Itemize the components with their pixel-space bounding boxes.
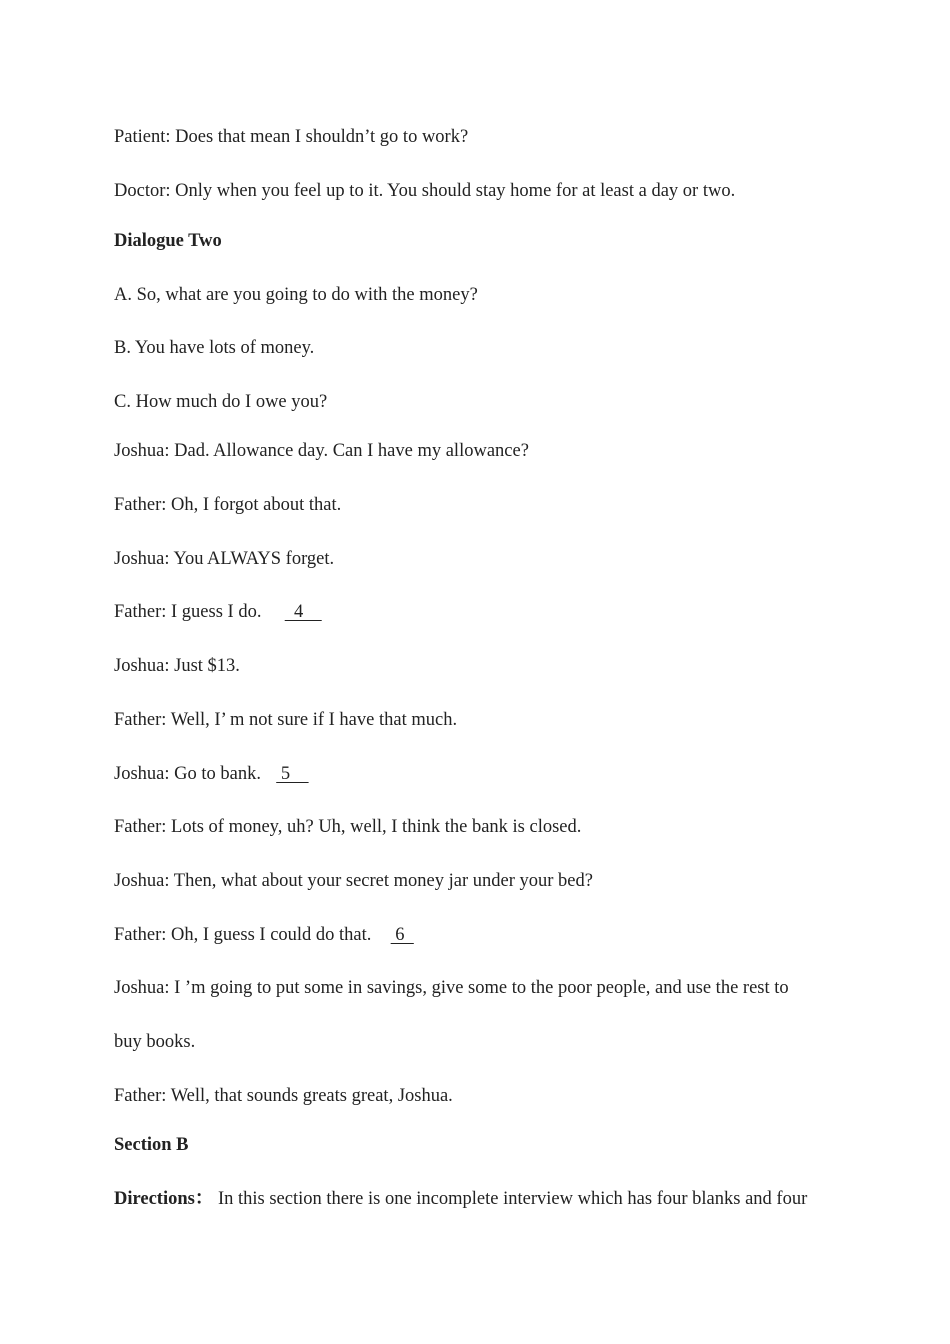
dialogue-line-with-blank — [114, 923, 414, 947]
option-b: B. You have lots of money. — [114, 338, 315, 358]
dialogue-text: Father: I guess I do. — [114, 602, 262, 622]
dialogue-line: Joshua: Then, what about your secret money jar under your bed? — [114, 871, 593, 891]
answer-blank-6: 6 — [390, 925, 414, 945]
dialogue-line: Joshua: Dad. Allowance day. Can I have my allowance? — [114, 441, 529, 461]
directions-text: In this section there is one incomplete interview which has four blanks and four — [217, 1189, 808, 1209]
dialogue-line: Father: Well, I’ m not sure if I have that much. — [114, 710, 458, 730]
dialogue-text: Father: Oh, I guess I could do that. — [114, 925, 372, 945]
dialogue-line: Father: Well, that sounds greats great, Joshua. — [114, 1086, 453, 1106]
option-a: A. So, what are you going to do with the money? — [114, 285, 478, 305]
dialogue-line: Joshua: You ALWAYS forget. — [114, 549, 335, 569]
dialogue-line: Doctor: Only when you feel up to it. You should stay home for at least a day or two. — [114, 181, 736, 201]
dialogue-line-continuation: buy books. — [114, 1032, 196, 1052]
dialogue-line: Joshua: Just $13. — [114, 656, 240, 676]
dialogue-line: Father: Lots of money, uh? Uh, well, I think the bank is closed. — [114, 817, 582, 837]
section-heading: Dialogue Two — [114, 231, 222, 251]
dialogue-line: Father: Oh, I forgot about that. — [114, 495, 342, 515]
answer-blank-4: 4 — [284, 602, 322, 622]
dialogue-line-with-blank — [114, 762, 309, 786]
directions-label: Directions： — [114, 1189, 214, 1209]
directions-paragraph — [114, 1187, 807, 1211]
dialogue-line-with-blank — [114, 600, 322, 624]
answer-blank-5: 5 — [276, 764, 309, 784]
dialogue-text: Joshua: Go to bank. — [114, 764, 261, 784]
option-c: C. How much do I owe you? — [114, 392, 328, 412]
dialogue-line: Patient: Does that mean I shouldn’t go to work? — [114, 127, 469, 147]
section-heading: Section B — [114, 1135, 189, 1155]
dialogue-line: Joshua: I ’m going to put some in savings, give some to the poor people, and use the rest to — [114, 978, 789, 998]
